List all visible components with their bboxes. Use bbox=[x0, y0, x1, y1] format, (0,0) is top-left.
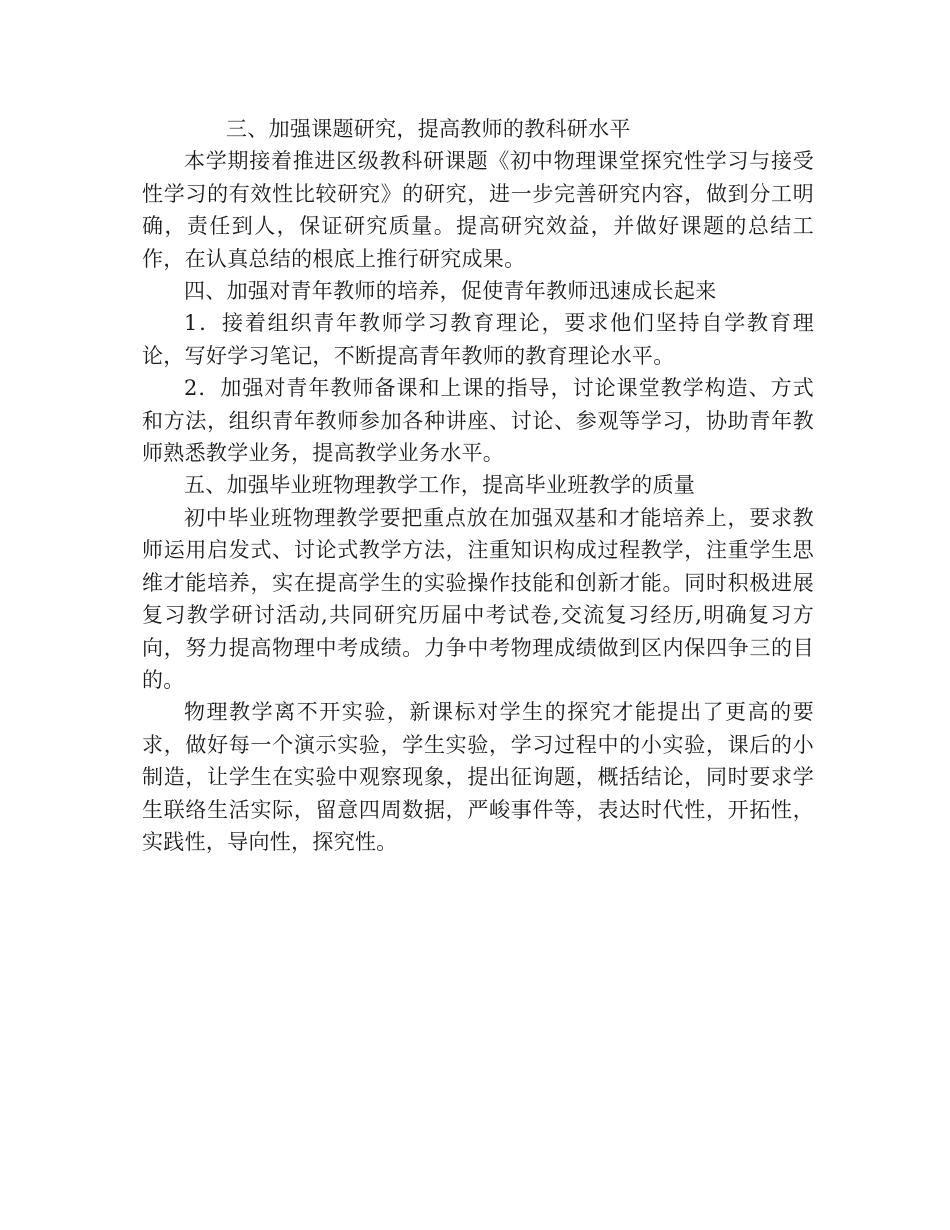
paragraph-graduating-class: 初中毕业班物理教学要把重点放在加强双基和才能培养上，要求教师运用启发式、讨论式教学方法，注重知识构成过程教学，注重学生思维才能培养，实在提高学生的实验操作技能和创新才能。同时积极进展复习教学研讨活动,共同研究历届中考试卷,交流复习经历,明确复习方向，努力提高物理中考成绩。力争中考物理成绩做到区内保四争三的目的。 bbox=[142, 505, 814, 692]
paragraph-experiments: 物理教学离不开实验，新课标对学生的探究才能提出了更高的要求，做好每一个演示实验，学生实验，学习过程中的小实验，课后的小制造，让学生在实验中观察现象，提出征询题，概括结论，同时要求学生联络生活实际，留意四周数据，严峻事件等，表达时代性，开拓性，实践性，导向性，探究性。 bbox=[142, 700, 814, 854]
list-item-1: 1．接着组织青年教师学习教育理论，要求他们坚持自学教育理论，写好学习笔记，不断提高青年教师的教育理论水平。 bbox=[142, 311, 814, 368]
section-heading-5: 五、加强毕业班物理教学工作，提高毕业班教学的质量 bbox=[184, 473, 696, 498]
list-item-2: 2．加强对青年教师备课和上课的指导，讨论课堂教学构造、方式和方法，组织青年教师参加各种讲座、讨论、参观等学习，协助青年教师熟悉教学业务，提高教学业务水平。 bbox=[142, 376, 814, 466]
document-body bbox=[142, 113, 814, 858]
paragraph-research: 本学期接着推进区级教科研课题《初中物理课堂探究性学习与接受性学习的有效性比较研究》的研究，进一步完善研究内容，做到分工明确，责任到人，保证研究质量。提高研究效益，并做好课题的总结工作，在认真总结的根底上推行研究成果。 bbox=[142, 149, 814, 271]
section-heading-3: 三、加强课题研究，提高教师的教科研水平 bbox=[226, 117, 631, 141]
section-heading-4: 四、加强对青年教师的培养，促使青年教师迅速成长起来 bbox=[184, 279, 717, 304]
